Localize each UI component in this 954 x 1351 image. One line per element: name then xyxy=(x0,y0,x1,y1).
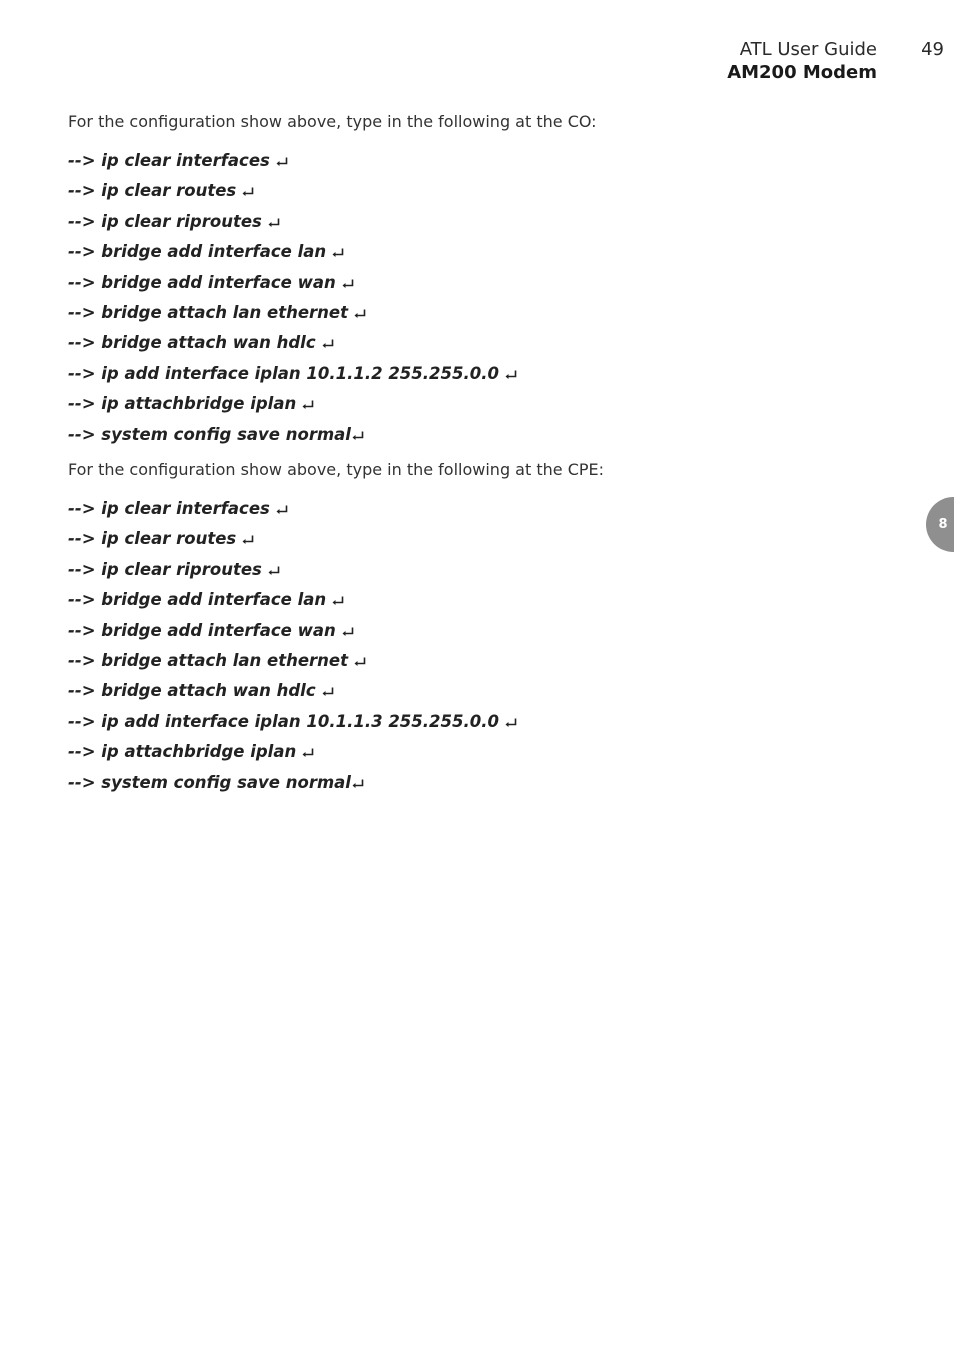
co-intro: For the configuration show above, type in the following at the CO: xyxy=(68,112,597,131)
enter-key-icon xyxy=(352,431,364,441)
enter-key-icon xyxy=(302,400,314,410)
command-line: --> bridge add interface lan xyxy=(68,237,517,267)
command-line: --> bridge attach wan hdlc xyxy=(68,328,517,358)
command-line: --> ip clear routes xyxy=(68,524,517,554)
command-line: --> ip clear interfaces xyxy=(68,146,517,176)
enter-key-icon xyxy=(242,187,254,197)
enter-key-icon xyxy=(268,566,280,576)
guide-title: ATL User Guide xyxy=(739,39,877,60)
page-number: 49 xyxy=(921,39,944,60)
cpe-intro: For the configuration show above, type in the following at the CPE: xyxy=(68,460,605,479)
command-line: --> bridge attach lan ethernet xyxy=(68,298,517,328)
command-line: --> ip add interface iplan 10.1.1.3 255.255.0.0 xyxy=(68,707,517,737)
command-line: --> ip clear riproutes xyxy=(68,555,517,585)
command-line: --> ip attachbridge iplan xyxy=(68,737,517,767)
command-line: --> bridge attach wan hdlc xyxy=(68,676,517,706)
enter-key-icon xyxy=(276,505,288,515)
enter-key-icon xyxy=(342,627,354,637)
command-line: --> ip add interface iplan 10.1.1.2 255.255.0.0 xyxy=(68,359,517,389)
command-line: --> system config save normal xyxy=(68,420,517,450)
co-command-list xyxy=(68,146,517,450)
cpe-command-list xyxy=(68,494,517,798)
command-line: --> bridge add interface lan xyxy=(68,585,517,615)
command-line: --> ip attachbridge iplan xyxy=(68,389,517,419)
enter-key-icon xyxy=(352,779,364,789)
command-line: --> ip clear interfaces xyxy=(68,494,517,524)
enter-key-icon xyxy=(276,157,288,167)
enter-key-icon xyxy=(322,687,334,697)
enter-key-icon xyxy=(268,218,280,228)
command-line: --> bridge add interface wan xyxy=(68,616,517,646)
command-line: --> ip clear riproutes xyxy=(68,207,517,237)
enter-key-icon xyxy=(332,596,344,606)
enter-key-icon xyxy=(354,657,366,667)
command-line: --> system config save normal xyxy=(68,768,517,798)
enter-key-icon xyxy=(342,279,354,289)
enter-key-icon xyxy=(505,370,517,380)
enter-key-icon xyxy=(242,535,254,545)
page-header xyxy=(727,38,877,84)
chapter-tab: 8 xyxy=(926,497,954,552)
enter-key-icon xyxy=(505,718,517,728)
command-line: --> ip clear routes xyxy=(68,176,517,206)
enter-key-icon xyxy=(354,309,366,319)
enter-key-icon xyxy=(332,248,344,258)
command-line: --> bridge attach lan ethernet xyxy=(68,646,517,676)
command-line: --> bridge add interface wan xyxy=(68,268,517,298)
model-name: AM200 Modem xyxy=(727,62,877,83)
enter-key-icon xyxy=(302,748,314,758)
enter-key-icon xyxy=(322,339,334,349)
